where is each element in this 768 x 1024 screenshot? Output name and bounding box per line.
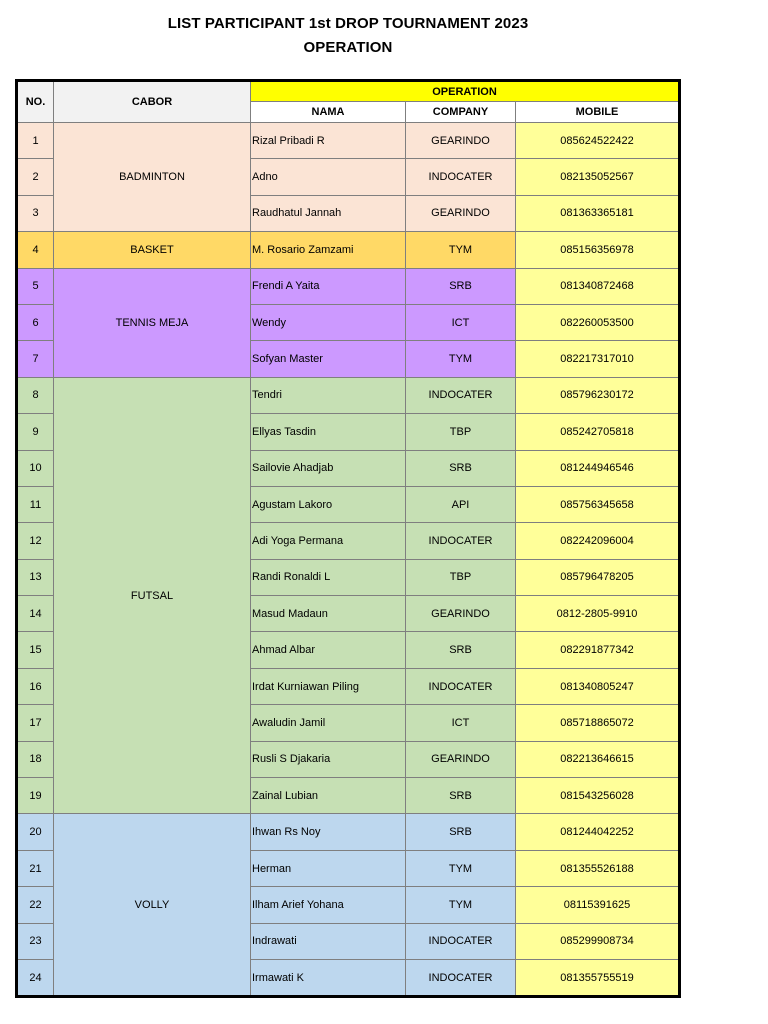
table-row: [17, 268, 680, 304]
cell-company: TYM: [406, 232, 516, 268]
cell-mobile: 082291877342: [516, 632, 680, 668]
cell-mobile: 082217317010: [516, 341, 680, 377]
cell-mobile: 085796478205: [516, 559, 680, 595]
table-body: [17, 123, 680, 997]
cell-no: 10: [17, 450, 54, 486]
cell-nama: Ellyas Tasdin: [251, 414, 406, 450]
cell-company: SRB: [406, 778, 516, 814]
cell-mobile: 085756345658: [516, 486, 680, 522]
cell-mobile: 085796230172: [516, 377, 680, 413]
cell-nama: Agustam Lakoro: [251, 486, 406, 522]
cell-no: 2: [17, 159, 54, 195]
cell-nama: M. Rosario Zamzami: [251, 232, 406, 268]
header-operation: OPERATION: [251, 81, 680, 102]
cell-no: 5: [17, 268, 54, 304]
cell-no: 3: [17, 195, 54, 231]
cell-mobile: 085718865072: [516, 705, 680, 741]
cell-company: API: [406, 486, 516, 522]
header-cabor: CABOR: [54, 81, 251, 123]
cell-no: 13: [17, 559, 54, 595]
cell-nama: Ihwan Rs Noy: [251, 814, 406, 850]
cell-no: 14: [17, 596, 54, 632]
cell-company: TBP: [406, 414, 516, 450]
header-nama: NAMA: [251, 102, 406, 123]
cell-no: 11: [17, 486, 54, 522]
cell-mobile: 081355526188: [516, 850, 680, 886]
cell-mobile: 082242096004: [516, 523, 680, 559]
cell-company: GEARINDO: [406, 195, 516, 231]
cell-nama: Tendri: [251, 377, 406, 413]
cell-mobile: 081244946546: [516, 450, 680, 486]
header-company: COMPANY: [406, 102, 516, 123]
cell-mobile: 0812-2805-9910: [516, 596, 680, 632]
cell-no: 23: [17, 923, 54, 959]
cell-company: INDOCATER: [406, 523, 516, 559]
cell-cabor: TENNIS MEJA: [54, 268, 251, 377]
cell-nama: Herman: [251, 850, 406, 886]
cell-company: INDOCATER: [406, 923, 516, 959]
cell-mobile: 081363365181: [516, 195, 680, 231]
participants-table: [15, 79, 681, 998]
cell-nama: Rusli S Djakaria: [251, 741, 406, 777]
cell-company: TYM: [406, 341, 516, 377]
cell-nama: Ahmad Albar: [251, 632, 406, 668]
cell-nama: Adno: [251, 159, 406, 195]
cell-no: 16: [17, 668, 54, 704]
cell-mobile: 082213646615: [516, 741, 680, 777]
cell-nama: Irdat Kurniawan Piling: [251, 668, 406, 704]
cell-company: TYM: [406, 850, 516, 886]
cell-mobile: 081340805247: [516, 668, 680, 704]
cell-mobile: 082260053500: [516, 304, 680, 340]
cell-company: SRB: [406, 814, 516, 850]
cell-company: SRB: [406, 268, 516, 304]
cell-company: SRB: [406, 450, 516, 486]
cell-no: 19: [17, 778, 54, 814]
cell-no: 6: [17, 304, 54, 340]
cell-nama: Ilham Arief Yohana: [251, 887, 406, 923]
cell-mobile: 081340872468: [516, 268, 680, 304]
cell-company: INDOCATER: [406, 377, 516, 413]
cell-no: 22: [17, 887, 54, 923]
cell-company: INDOCATER: [406, 159, 516, 195]
cell-nama: Awaludin Jamil: [251, 705, 406, 741]
cell-cabor: VOLLY: [54, 814, 251, 997]
cell-company: INDOCATER: [406, 668, 516, 704]
cell-company: ICT: [406, 705, 516, 741]
cell-mobile: 082135052567: [516, 159, 680, 195]
header-mobile: MOBILE: [516, 102, 680, 123]
document-subtitle: OPERATION: [303, 39, 393, 56]
cell-company: INDOCATER: [406, 959, 516, 996]
cell-no: 24: [17, 959, 54, 996]
cell-nama: Irmawati K: [251, 959, 406, 996]
cell-mobile: 08115391625: [516, 887, 680, 923]
cell-no: 9: [17, 414, 54, 450]
cell-nama: Indrawati: [251, 923, 406, 959]
cell-company: ICT: [406, 304, 516, 340]
table-row: [17, 232, 680, 268]
cell-no: 12: [17, 523, 54, 559]
cell-company: GEARINDO: [406, 123, 516, 159]
cell-no: 21: [17, 850, 54, 886]
cell-mobile: 081543256028: [516, 778, 680, 814]
cell-mobile: 085156356978: [516, 232, 680, 268]
cell-nama: Rizal Pribadi R: [251, 123, 406, 159]
cell-no: 8: [17, 377, 54, 413]
cell-nama: Raudhatul Jannah: [251, 195, 406, 231]
cell-cabor: BASKET: [54, 232, 251, 268]
cell-company: TBP: [406, 559, 516, 595]
cell-mobile: 085299908734: [516, 923, 680, 959]
cell-nama: Adi Yoga Permana: [251, 523, 406, 559]
cell-mobile: 081244042252: [516, 814, 680, 850]
cell-no: 4: [17, 232, 54, 268]
cell-no: 1: [17, 123, 54, 159]
table-row: [17, 814, 680, 850]
table-row: [17, 377, 680, 413]
cell-mobile: 081355755519: [516, 959, 680, 996]
cell-cabor: BADMINTON: [54, 123, 251, 232]
cell-nama: Sofyan Master: [251, 341, 406, 377]
cell-no: 7: [17, 341, 54, 377]
cell-mobile: 085624522422: [516, 123, 680, 159]
cell-nama: Zainal Lubian: [251, 778, 406, 814]
cell-mobile: 085242705818: [516, 414, 680, 450]
cell-no: 17: [17, 705, 54, 741]
cell-nama: Frendi A Yaita: [251, 268, 406, 304]
cell-company: GEARINDO: [406, 741, 516, 777]
table-row: [17, 123, 680, 159]
cell-no: 18: [17, 741, 54, 777]
cell-cabor: FUTSAL: [54, 377, 251, 814]
cell-company: GEARINDO: [406, 596, 516, 632]
cell-nama: Randi Ronaldi L: [251, 559, 406, 595]
document-title: LIST PARTICIPANT 1st DROP TOURNAMENT 2023: [167, 15, 529, 32]
cell-nama: Sailovie Ahadjab: [251, 450, 406, 486]
cell-company: TYM: [406, 887, 516, 923]
cell-company: SRB: [406, 632, 516, 668]
cell-nama: Wendy: [251, 304, 406, 340]
cell-no: 20: [17, 814, 54, 850]
header-no: NO.: [17, 81, 54, 123]
cell-no: 15: [17, 632, 54, 668]
cell-nama: Masud Madaun: [251, 596, 406, 632]
